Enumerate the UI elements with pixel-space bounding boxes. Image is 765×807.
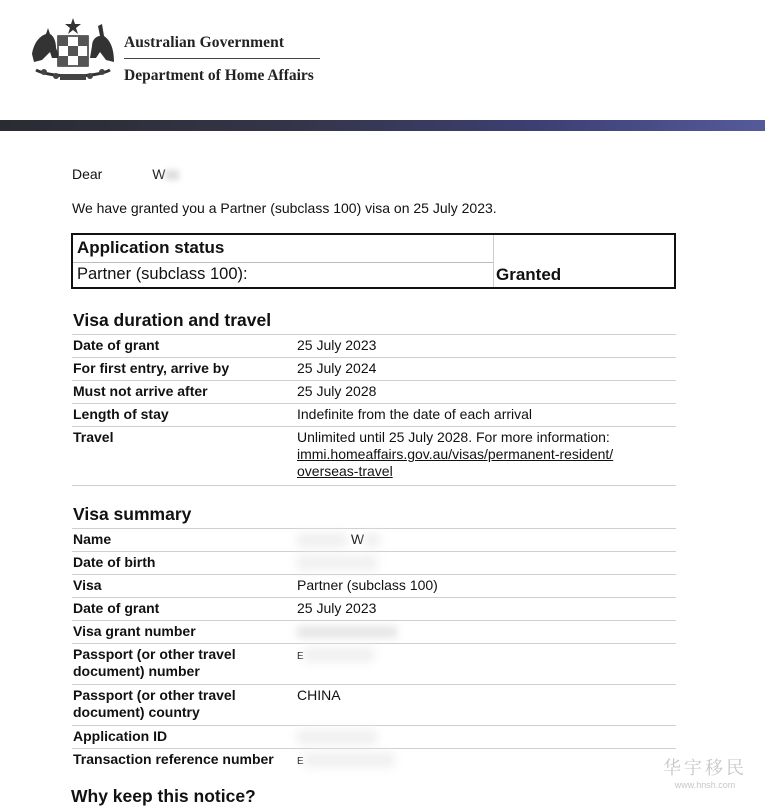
- passport-number-value: E: [297, 651, 304, 662]
- table-row: [72, 528, 676, 551]
- row-key: Travel: [73, 429, 114, 445]
- overseas-travel-link[interactable]: immi.homeaffairs.gov.au/visas/permanent-resident/: [297, 446, 614, 462]
- table-row: [72, 357, 676, 380]
- row-key: Length of stay: [73, 406, 169, 422]
- name-value: W: [350, 531, 365, 547]
- header-band: [0, 120, 765, 131]
- table-row: [72, 620, 676, 643]
- application-status-box: [71, 233, 676, 289]
- transaction-ref-value: E: [297, 756, 304, 767]
- redaction: [165, 170, 179, 180]
- duration-table: [72, 334, 676, 486]
- row-key: Date of grant: [73, 600, 160, 616]
- watermark-text: 华宇移民: [663, 758, 747, 779]
- row-key: Date of grant: [73, 337, 160, 353]
- table-row: [72, 725, 676, 748]
- row-value: 25 July 2023: [297, 600, 377, 616]
- duration-section-title: Visa duration and travel: [73, 310, 272, 330]
- table-row: [72, 426, 676, 485]
- row-key: Name: [73, 531, 112, 547]
- status-title: Application status: [77, 238, 225, 257]
- row-key: Date of birth: [73, 554, 156, 570]
- row-value: Partner (subclass 100): [297, 577, 438, 593]
- table-row: [72, 597, 676, 620]
- row-value: CHINA: [297, 687, 341, 703]
- table-row: [72, 334, 676, 357]
- table-row: [72, 643, 676, 684]
- recipient-name: W: [152, 166, 166, 182]
- row-key: Must not arrive after: [73, 383, 208, 399]
- row-value: [297, 646, 676, 665]
- row-key: Passport (or other travel document) number: [73, 646, 236, 679]
- intro-sentence: We have granted you a Partner (subclass 100) visa on 25 July 2023.: [72, 200, 497, 216]
- table-row: [72, 574, 676, 597]
- row-value: Indefinite from the date of each arrival: [297, 406, 533, 422]
- salutation-word: Dear: [72, 166, 103, 182]
- row-value: [297, 751, 676, 770]
- header-rule: [124, 58, 320, 59]
- travel-text: Unlimited until 25 July 2028. For more information:: [297, 429, 610, 445]
- status-value: Granted: [496, 265, 562, 284]
- government-name: Australian Government: [124, 34, 285, 51]
- status-label: Partner (subclass 100):: [77, 265, 248, 283]
- row-key: For first entry, arrive by: [73, 360, 230, 376]
- summary-section-title: Visa summary: [73, 504, 192, 524]
- watermark-url: www.hnsh.com: [674, 780, 736, 790]
- department-name: Department of Home Affairs: [124, 67, 314, 84]
- row-value: 25 July 2028: [297, 383, 377, 399]
- table-row: [72, 551, 676, 574]
- row-key: Application ID: [73, 728, 168, 744]
- row-value: 25 July 2024: [297, 360, 377, 376]
- row-value: [297, 728, 676, 745]
- row-value: 25 July 2023: [297, 337, 377, 353]
- salutation: [72, 166, 179, 182]
- table-row: [72, 380, 676, 403]
- row-key: Transaction reference number: [73, 751, 274, 767]
- row-key: Visa: [73, 577, 102, 593]
- row-key: Visa grant number: [73, 623, 196, 639]
- watermark: [663, 754, 747, 790]
- table-row: [72, 403, 676, 426]
- table-row: [72, 684, 676, 725]
- row-value: [297, 531, 676, 548]
- letterhead: [0, 0, 765, 120]
- why-keep-notice-heading: Why keep this notice?: [71, 786, 256, 806]
- row-value: [297, 623, 676, 640]
- row-key: Passport (or other travel document) country: [73, 687, 236, 720]
- row-value: [297, 429, 676, 480]
- table-row: [72, 748, 676, 771]
- row-value: [297, 554, 676, 571]
- coat-of-arms-icon: [26, 14, 120, 84]
- overseas-travel-link-cont[interactable]: overseas-travel: [297, 463, 393, 479]
- summary-table: [72, 528, 676, 771]
